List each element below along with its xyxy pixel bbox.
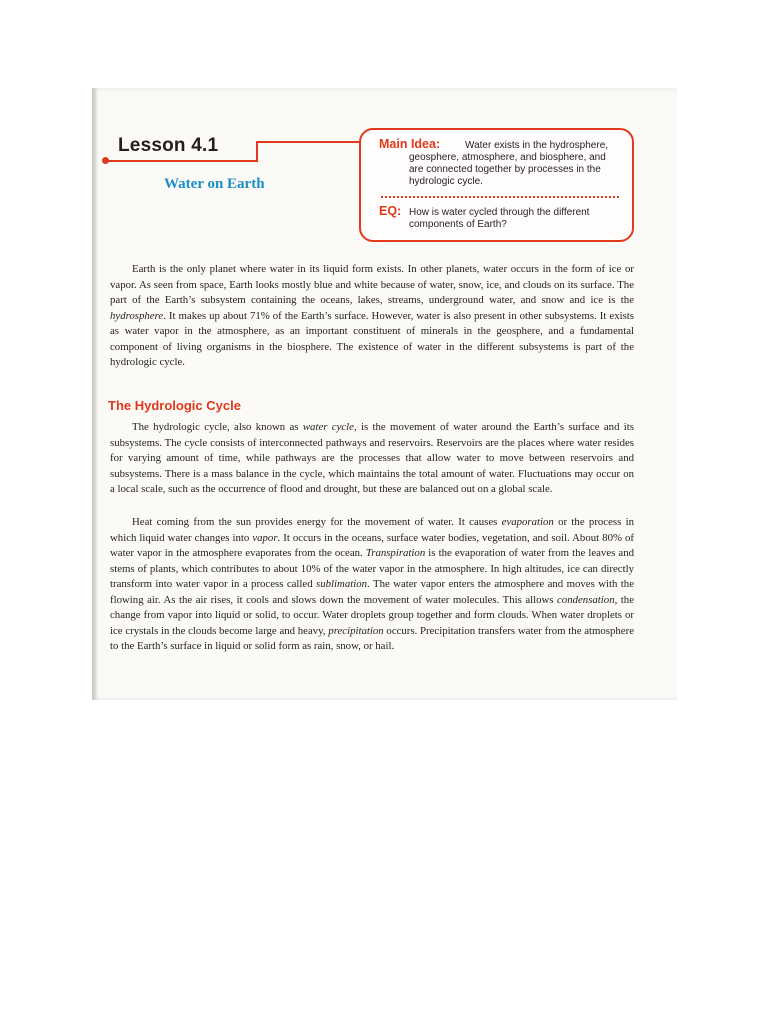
term-sublimation: sublimation	[316, 578, 368, 590]
eq-line-1: How is water cycled through the different	[409, 207, 590, 218]
lesson-connector-vertical	[256, 141, 258, 162]
eq-line-2: components of Earth?	[409, 219, 507, 230]
term-water-cycle: water cycle	[302, 421, 354, 433]
section-heading: The Hydrologic Cycle	[108, 398, 241, 413]
box-dotted-divider	[381, 196, 619, 198]
main-idea-line-2: geosphere, atmosphere, and biosphere, and	[409, 152, 606, 163]
term-condensation: condensation	[557, 593, 615, 606]
eq-label: EQ:	[379, 204, 402, 218]
lesson-underline	[107, 160, 257, 162]
main-idea-line-3: are connected together by processes in the	[409, 164, 601, 175]
main-idea-label: Main Idea:	[379, 137, 441, 151]
main-idea-line-1: Water exists in the hydrosphere,	[465, 140, 609, 151]
main-idea-box	[359, 128, 634, 242]
term-vapor: vapor	[252, 531, 278, 544]
lesson-number-title: Lesson 4.1	[118, 135, 219, 156]
term-evaporation: evaporation	[501, 516, 554, 528]
lesson-subtitle: Water on Earth	[164, 176, 265, 192]
main-idea-line-4: hydrologic cycle.	[409, 176, 483, 187]
term-transpiration: Transpiration	[365, 547, 426, 559]
intro-paragraph: Earth is the only planet where water in its liquid form exists. In other planets, water occurs in the form of ice or vapor. As seen from space, Earth looks mostly blue and white because of water, snow, ice, and clouds on its surface. The part of the Earth’s subsystem containing the oceans, lakes, streams, underground water, and snow and ice is the hydrosphere. It makes up about 71% of the Earth’s surface. However, water is also present in other subsystems. It exists as water vapor in the atmosphere, as an important constituent of minerals in the geosphere, and a fundamental component of living organisms in the biosphere. The existence of water in the different subsystems is part of the hydrologic cycle.	[110, 263, 634, 368]
hydrologic-cycle-paragraph: The hydrologic cycle, also known as water cycle, is the movement of water around the Earth’s surface and its subsystems. The cycle consists of interconnected pathways and reservoirs. Reservoirs are the places where water resides for varying amount of time, while pathways are the processes that allow water to move between reservoirs and subsystems. There is a mass balance in the cycle, which maintains the total amount of water. Fluctuations may occur on a local scale, such as the occurrence of flood and drought, but these are balanced out on a global scale.	[110, 421, 635, 495]
water-movement-paragraph: Heat coming from the sun provides energy for the movement of water. It causes evaporation or the process in which liquid water changes into vapor. It occurs in the oceans, surface water bodies, vegetation, and soil. About 80% of water vapor in the atmosphere evaporates from the ocean. Transpiration is the evaporation of water from the leaves and stems of plants, which contributes to about 10% of the water vapor in the atmosphere. In high altitudes, ice can directly transform into water vapor in a process called sublimation. The water vapor enters the atmosphere and moves with the flowing air. As the air rises, it cools and slows down the movement of water molecules. This allows condensation, the change from vapor into liquid or solid, to occur. Water droplets group together and form clouds. When water droplets or ice crystals in the clouds become large and heavy, precipitation occurs. Precipitation transfers water from the atmosphere to the Earth’s surface in liquid or solid form as rain, snow, or hail.	[110, 516, 634, 652]
page-binding-shadow	[92, 88, 98, 700]
term-hydrosphere: hydrosphere	[110, 309, 164, 322]
term-precipitation: precipitation	[328, 624, 384, 637]
lesson-connector-horizontal	[256, 141, 360, 143]
